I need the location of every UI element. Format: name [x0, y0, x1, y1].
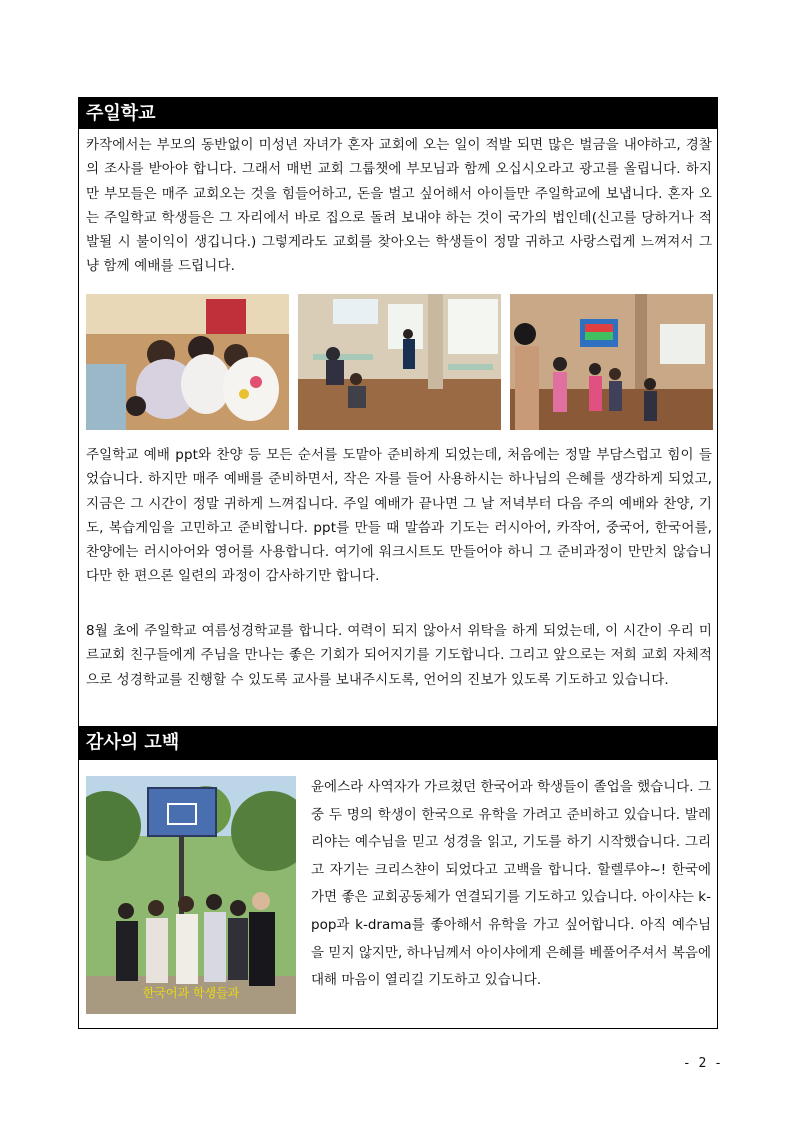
photo-praise-time — [510, 294, 713, 430]
section-header-thanks: 감사의 고백 — [79, 726, 717, 760]
photo-graduates — [86, 776, 296, 1014]
page-number: - 2 - — [682, 1056, 722, 1071]
paragraph-sunday-school-1: 카작에서는 부모의 동반없이 미성년 자녀가 혼자 교회에 오는 일이 적발 되면 많은 벌금을 내야하고, 경찰의 조사를 받아야 합니다. 그래서 매번 교회 그룹챗에 부모님과 함께 오십시오라고 광고를 올립니다. 하지만 부모들은 매주 교회오는 것을 힘들어하고, 돈을 벌고 싶어해서 아이들만 주일학교에 보냅니다. 혼자 오는 주일학교 학생들은 그 자리에서 바로 집으로 돌려 보내야 하는 것이 국가의 법인데(신고를 당하거나 적발될 시 불이익이 생깁니다.) 그렇게라도 교회를 찾아오는 학생들이 정말 귀하고 사랑스럽게 느껴져서 그냥 함께 예배를 드립니다. — [86, 137, 712, 275]
photo-row — [86, 294, 712, 430]
paragraph-sunday-school-3: 8월 초에 주일학교 여름성경학교를 합니다. 여력이 되지 않아서 위탁을 하게 되었는데, 이 시간이 우리 미르교회 친구들에게 주님을 만나는 좋은 기회가 되어지기를 기도합니다. 그리고 앞으로는 저희 교회 자체적으로 성경학교를 진행할 수 있도록 교사를 보내주시도록, 언어의 진보가 있도록 기도하고 있습니다. — [86, 623, 712, 688]
paragraph-thanks: 윤에스라 사역자가 가르쳤던 한국어과 학생들이 졸업을 했습니다. 그 중 두 명의 학생이 한국으로 유학을 가려고 준비하고 있습니다. 발레리야는 예수님을 믿고 성경을 읽고, 기도를 하기 시작했습니다. 그리고 자기는 크리스챤이 되었다고 고백을 합니다. 할렐루야~! 한국에 가면 좋은 교회공동체가 연결되기를 기도하고 있습니다. 아이샤는 k-pop과 k-drama를 좋아해서 유학을 가고 싶어합니다. 아직 예수님을 믿지 않지만, 하나님께서 아이샤에게 은혜를 베풀어주셔서 복음에 대해 마음이 열리길 기도하고 있습니다. — [311, 779, 711, 989]
photo-caption: 한국어과 학생들과 — [142, 986, 240, 1000]
section-header-sunday-school: 주일학교 — [79, 98, 717, 129]
photo-worship-room — [298, 294, 501, 430]
photo-children-activity — [86, 294, 289, 430]
paragraph-sunday-school-2: 주일학교 예배 ppt와 찬양 등 모든 순서를 도맡아 준비하게 되었는데, 처음에는 정말 부담스럽고 힘이 들었습니다. 하지만 매주 예배를 준비하면서, 작은 자를 들어 사용하시는 하나님의 은혜를 생각하게 되었고, 지금은 그 시간이 정말 귀하게 느껴집니다. 주일 예배가 끝나면 그 날 저녁부터 다음 주의 예배와 찬양, 기도, 복습게임을 고민하고 준비합니다. ppt를 만들 때 말씀과 기도는 러시아어, 카작어, 중국어, 한국어를, 찬양에는 러시아어와 영어를 사용합니다. 여기에 워크시트도 만들어야 하니 그 준비과정이 만만치 않습니다만 한 편으론 일련의 과정이 감사하기만 합니다. — [86, 447, 712, 585]
content-frame — [78, 97, 718, 1029]
